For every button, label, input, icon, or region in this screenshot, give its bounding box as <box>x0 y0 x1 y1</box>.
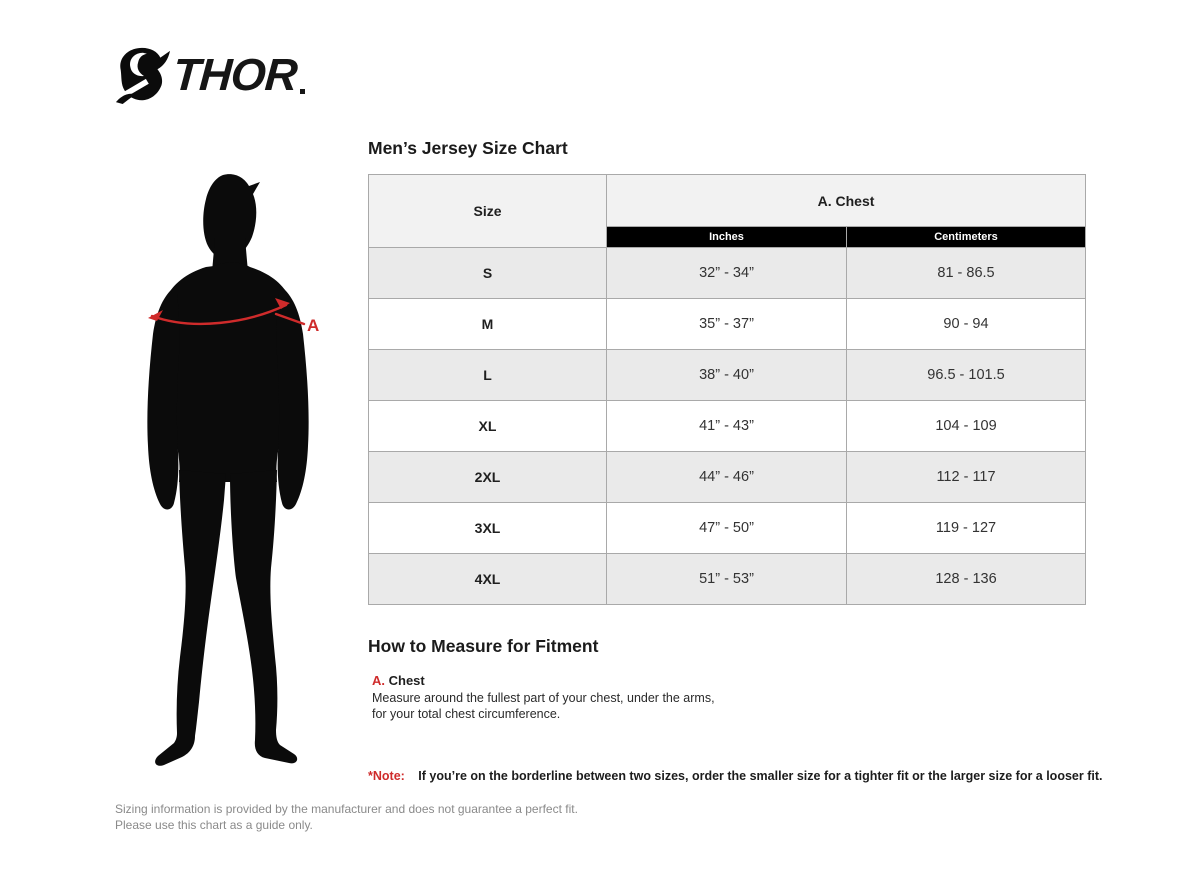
inches-value: 47” - 50” <box>607 503 847 554</box>
size-label: 3XL <box>369 503 607 554</box>
table-row <box>369 452 1086 503</box>
table-row <box>369 554 1086 605</box>
size-label: 4XL <box>369 554 607 605</box>
table-row <box>369 401 1086 452</box>
measure-section-heading: How to Measure for Fitment <box>368 636 599 656</box>
footer-disclaimer <box>115 801 578 833</box>
size-label: L <box>369 350 607 401</box>
centimeters-value: 96.5 - 101.5 <box>847 350 1086 401</box>
inches-value: 38” - 40” <box>607 350 847 401</box>
centimeters-value: 119 - 127 <box>847 503 1086 554</box>
measure-item-chest <box>372 673 732 722</box>
inches-value: 32” - 34” <box>607 248 847 299</box>
inches-value: 35” - 37” <box>607 299 847 350</box>
body-measurement-figure <box>128 170 328 780</box>
size-table <box>368 174 1086 605</box>
table-row <box>369 248 1086 299</box>
column-header-size: Size <box>369 175 607 248</box>
inches-value: 51” - 53” <box>607 554 847 605</box>
centimeters-value: 128 - 136 <box>847 554 1086 605</box>
size-label: M <box>369 299 607 350</box>
inches-value: 44” - 46” <box>607 452 847 503</box>
measure-item-description: Measure around the fullest part of your chest, under the arms, for your total chest circumference. <box>372 691 715 721</box>
sizing-note <box>368 769 1102 783</box>
table-row <box>369 503 1086 554</box>
measure-item-title <box>372 673 732 688</box>
size-label: S <box>369 248 607 299</box>
centimeters-value: 90 - 94 <box>847 299 1086 350</box>
brand-wordmark: THOR <box>171 49 299 100</box>
size-chart-title: Men’s Jersey Size Chart <box>368 138 568 158</box>
brand-logo <box>113 44 297 106</box>
note-text: If you’re on the borderline between two sizes, order the smaller size for a tighter fit or the larger size for a looser fit. <box>418 769 1103 783</box>
centimeters-value: 112 - 117 <box>847 452 1086 503</box>
centimeters-value: 81 - 86.5 <box>847 248 1086 299</box>
disclaimer-line-1: Sizing information is provided by the manufacturer and does not guarantee a perfect fit. <box>115 802 578 816</box>
goat-head-icon <box>113 44 171 106</box>
size-label: 2XL <box>369 452 607 503</box>
brand-trademark-dot <box>300 89 305 94</box>
unit-header-inches: Inches <box>607 227 847 248</box>
note-label: *Note: <box>368 769 405 783</box>
inches-value: 41” - 43” <box>607 401 847 452</box>
unit-header-centimeters: Centimeters <box>847 227 1086 248</box>
table-row <box>369 299 1086 350</box>
measure-item-label: Chest <box>388 673 425 688</box>
table-row <box>369 350 1086 401</box>
male-silhouette-icon <box>128 170 328 780</box>
size-label: XL <box>369 401 607 452</box>
centimeters-value: 104 - 109 <box>847 401 1086 452</box>
chest-marker-label: A <box>307 316 320 335</box>
measure-item-key: A. <box>372 673 385 688</box>
disclaimer-line-2: Please use this chart as a guide only. <box>115 818 313 833</box>
column-header-chest: A. Chest <box>607 175 1086 227</box>
